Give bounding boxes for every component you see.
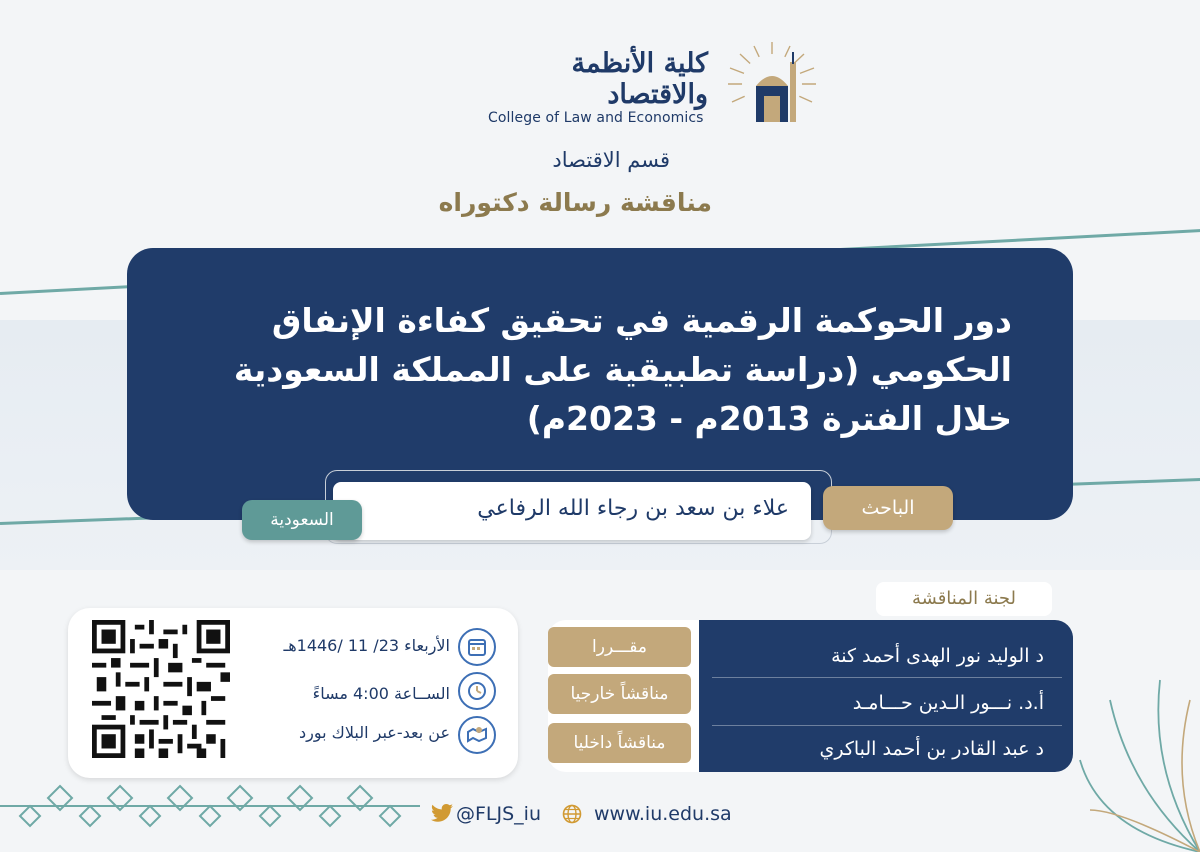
committee-member-role: مناقشاً داخليا — [548, 723, 691, 763]
decorative-pattern — [0, 780, 420, 852]
qr-code[interactable] — [92, 618, 230, 760]
university-emblem-icon — [726, 38, 818, 130]
event-time: الســاعة 4:00 مساءً — [312, 684, 450, 703]
globe-icon — [562, 804, 582, 824]
committee-member-role: مناقشاً خارجيا — [548, 674, 691, 714]
college-name-ar: كلية الأنظمة والاقتصاد — [571, 48, 708, 110]
committee-member-name: د عبد القادر بن أحمد الباكري — [819, 738, 1044, 760]
thesis-title: دور الحوكمة الرقمية في تحقيق كفاءة الإنفاق الحكومي (دراسة تطبيقية على المملكة السعودية خلال الفترة 2013م - 2023م) — [233, 301, 1012, 438]
committee-label: لجنة المناقشة — [876, 582, 1052, 616]
department-title: قسم الاقتصاد — [552, 148, 670, 172]
calendar-icon — [458, 628, 496, 666]
committee-member-name: د الوليد نور الهدى أحمد كنة — [831, 645, 1044, 667]
twitter-icon[interactable] — [430, 803, 454, 825]
divider — [712, 725, 1062, 726]
researcher-label: الباحث — [823, 486, 953, 530]
divider — [712, 677, 1062, 678]
clock-icon — [458, 672, 496, 710]
committee-member-role: مقـــررا — [548, 627, 691, 667]
event-date: الأربعاء 23/ 11 /1446هـ — [283, 636, 450, 655]
footer-contacts — [430, 800, 780, 832]
researcher-country-badge: السعودية — [242, 500, 362, 540]
website-link[interactable]: www.iu.edu.sa — [594, 803, 732, 825]
committee-member-name: أ.د. نـــور الـدين حـــامـد — [852, 692, 1044, 714]
map-icon — [458, 716, 496, 754]
researcher-name: علاء بن سعد بن رجاء الله الرفاعي — [477, 496, 789, 521]
college-name-en: College of Law and Economics — [488, 110, 704, 126]
event-location: عن بعد-عبر البلاك بورد — [299, 723, 450, 742]
twitter-handle[interactable]: @FLJS_iu — [456, 803, 541, 825]
college-logo — [488, 38, 818, 138]
event-type-title: مناقشة رسالة دكتوراه — [438, 188, 712, 217]
decorative-pattern — [1070, 640, 1200, 852]
